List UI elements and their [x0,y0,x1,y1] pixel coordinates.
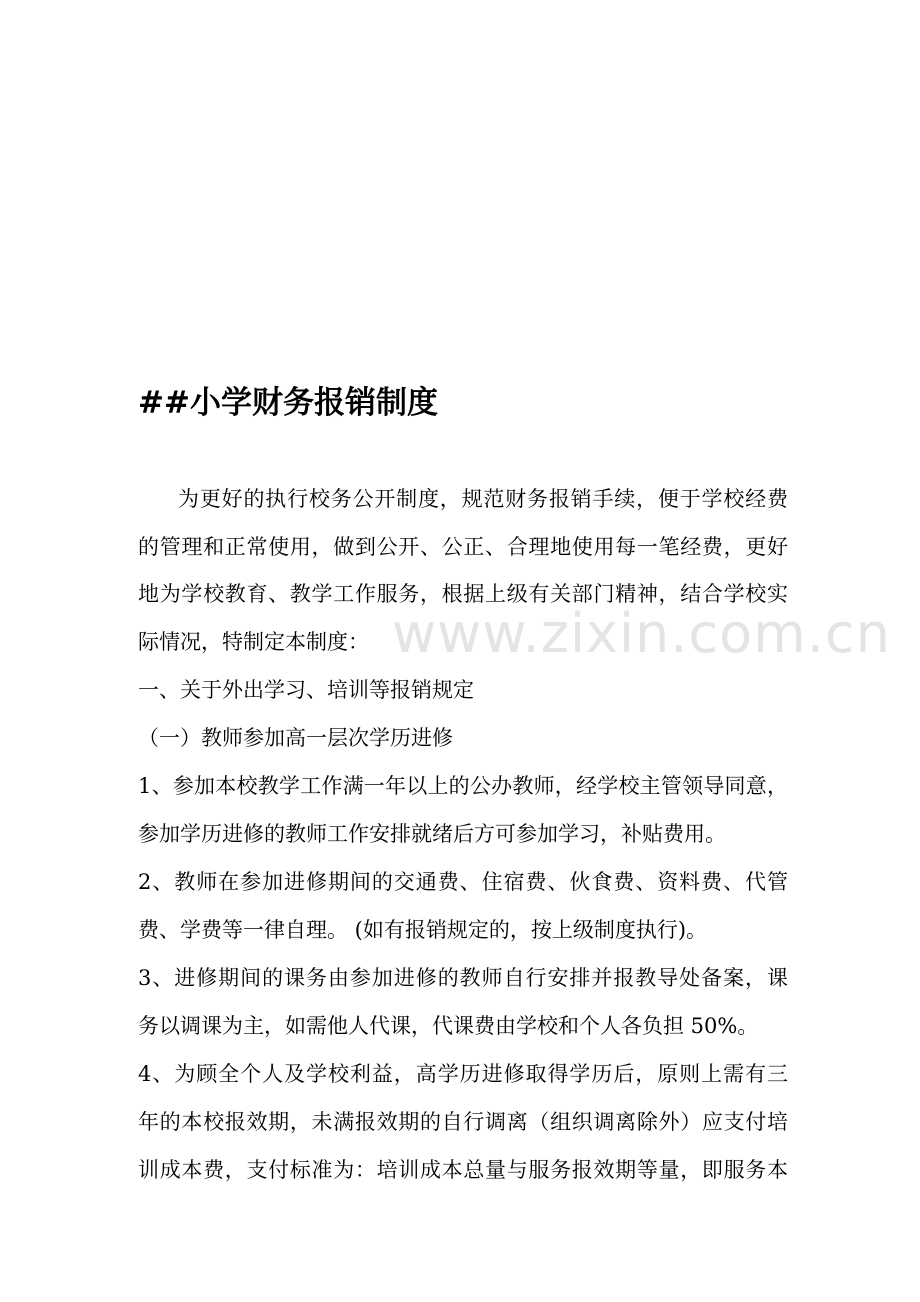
list-item-line: 务以调课为主，如需他人代课，代课费由学校和个人各负担 50%。 [138,1014,759,1038]
list-item-line: 2、教师在参加进修期间的交通费、住宿费、伙食费、资料费、代管 [138,870,788,894]
paragraph-line: 际情况，特制定本制度： [138,630,369,654]
subsection-heading: （一）教师参加高一层次学历进修 [138,726,453,750]
paragraph-line: 为更好的执行校务公开制度，规范财务报销手续，便于学校经费 [178,487,788,511]
list-item-line: 4、为顾全个人及学校利益，高学历进修取得学历后，原则上需有三 [138,1062,788,1086]
watermark: www.zixin.com.cn [392,602,891,665]
list-item-line: 年的本校报效期，未满报效期的自行调离（组织调离除外）应支付培 [138,1110,788,1134]
list-item-line: 训成本费，支付标准为：培训成本总量与服务报效期等量，即服务本 [138,1158,788,1182]
list-item-line: 费、学费等一律自理。 (如有报销规定的，按上级制度执行)。 [138,918,708,942]
page-title: ##小学财务报销制度 [138,385,438,421]
list-item-line: 1、参加本校教学工作满一年以上的公办教师，经学校主管领导同意， [138,774,788,798]
list-item-line: 参加学历进修的教师工作安排就绪后方可参加学习，补贴费用。 [138,822,726,846]
section-heading: 一、关于外出学习、培训等报销规定 [138,678,474,702]
paragraph-line: 地为学校教育、教学工作服务，根据上级有关部门精神，结合学校实 [138,582,788,606]
paragraph-line: 的管理和正常使用，做到公开、公正、合理地使用每一笔经费，更好 [138,535,788,559]
list-item-line: 3、进修期间的课务由参加进修的教师自行安排并报教导处备案，课 [138,966,788,990]
